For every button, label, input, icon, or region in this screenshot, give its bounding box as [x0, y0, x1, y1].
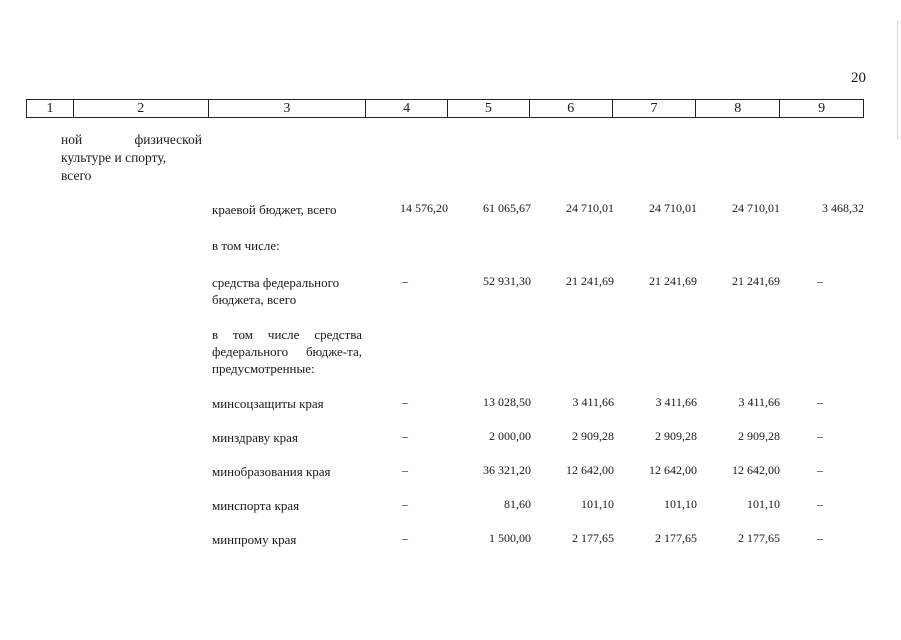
cell-col7: 101,10	[664, 497, 697, 511]
cell-col5: 61 065,67	[483, 201, 531, 215]
header-cell-6: 6	[530, 100, 613, 117]
cell-col7: 2 177,65	[655, 531, 697, 545]
row-label: минобразования края	[212, 464, 331, 479]
row-label: в том числе:	[212, 238, 280, 253]
cell-col8: 2 909,28	[738, 429, 780, 443]
cell-col8: 24 710,01	[732, 201, 780, 215]
cell-col7: 24 710,01	[649, 201, 697, 215]
header-cell-9: 9	[818, 101, 826, 116]
row-label: минсоцзащиты края	[212, 396, 324, 411]
program-title-line: ной физической	[61, 132, 202, 147]
cell-col6: 2 909,28	[572, 429, 614, 443]
cell-col9: –	[817, 274, 823, 288]
header-cell-8: 8	[696, 100, 780, 117]
cell-col6: 12 642,00	[566, 463, 614, 477]
cell-col9: 3 468,32	[822, 201, 864, 215]
cell-col7: 12 642,00	[649, 463, 697, 477]
header-cell-4: 4	[366, 100, 448, 117]
cell-col5: 1 500,00	[489, 531, 531, 545]
row-label: краевой бюджет, всего	[212, 202, 337, 217]
cell-col8: 2 177,65	[738, 531, 780, 545]
cell-col9: –	[817, 497, 823, 511]
row-label: минздраву края	[212, 430, 298, 445]
cell-col9: –	[817, 429, 823, 443]
scan-edge-mark	[897, 20, 898, 140]
cell-col8: 21 241,69	[732, 274, 780, 288]
cell-col9: –	[817, 395, 823, 409]
cell-col8: 3 411,66	[738, 395, 780, 409]
cell-col5: 52 931,30	[483, 274, 531, 288]
header-cell-1: 1	[27, 100, 74, 117]
header-cell-2: 2	[74, 100, 209, 117]
cell-col4: 14 576,20	[400, 201, 448, 215]
cell-col9: –	[817, 531, 823, 545]
cell-col7: 21 241,69	[649, 274, 697, 288]
cell-col6: 21 241,69	[566, 274, 614, 288]
cell-col8: 12 642,00	[732, 463, 780, 477]
cell-col4: –	[402, 274, 408, 288]
cell-col4: –	[402, 531, 408, 545]
page-number: 20	[851, 70, 866, 86]
row-label: минспорта края	[212, 498, 300, 513]
cell-col8: 101,10	[747, 497, 780, 511]
header-cell-3: 3	[209, 100, 367, 117]
row-label: средства федерального бюджета, всего	[212, 275, 340, 307]
row-label: в том числе средства федерального бюдже-та, предусмотренные:	[212, 327, 362, 376]
cell-col4: –	[402, 395, 408, 409]
program-title-line: культуре и спорту,	[61, 150, 167, 165]
cell-col6: 101,10	[581, 497, 614, 511]
cell-col6: 2 177,65	[572, 531, 614, 545]
table-header-row	[26, 99, 864, 118]
program-title-text	[61, 131, 202, 185]
cell-col4: –	[402, 429, 408, 443]
cell-col7: 3 411,66	[655, 395, 697, 409]
cell-col6: 3 411,66	[572, 395, 614, 409]
header-cell-5: 5	[448, 100, 530, 117]
row-label: минпрому края	[212, 532, 297, 547]
cell-col6: 24 710,01	[566, 201, 614, 215]
cell-col4: –	[402, 463, 408, 477]
cell-col5: 81,60	[504, 497, 531, 511]
cell-col9: –	[817, 463, 823, 477]
cell-col5: 2 000,00	[489, 429, 531, 443]
header-cell-7: 7	[613, 100, 697, 117]
program-title-line: всего	[61, 168, 92, 183]
cell-col5: 36 321,20	[483, 463, 531, 477]
cell-col4: –	[402, 497, 408, 511]
cell-col7: 2 909,28	[655, 429, 697, 443]
cell-col5: 13 028,50	[483, 395, 531, 409]
